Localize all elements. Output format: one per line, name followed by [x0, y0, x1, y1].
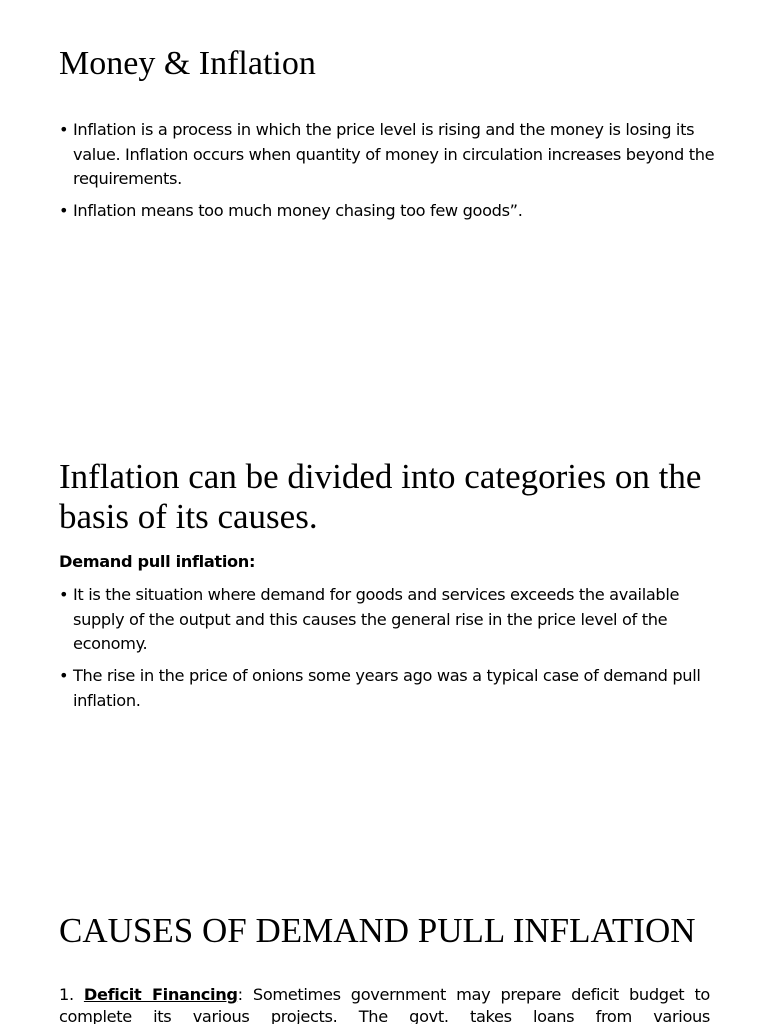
item-number: 1.: [59, 985, 74, 1004]
subheading: Demand pull inflation:: [59, 552, 256, 571]
bullet-item: [59, 583, 719, 657]
bullet-icon: •: [59, 666, 69, 685]
bullet-item: [59, 199, 719, 224]
item-term: Deficit Financing: [83, 985, 238, 1004]
bullet-list: [59, 118, 719, 231]
bullet-text: The rise in the price of onions some years ago was a typical case of demand pull inflation.: [73, 666, 701, 710]
bullet-icon: •: [59, 585, 69, 604]
numbered-paragraph: [59, 984, 710, 1024]
slide-causes-demand-pull: [0, 880, 768, 1024]
bullet-text: It is the situation where demand for goods and services exceeds the available supply of the output and this causes the general rise in the price level of the economy.: [73, 585, 680, 653]
bullet-icon: •: [59, 201, 69, 220]
bullet-icon: •: [59, 120, 69, 139]
bullet-item: [59, 118, 719, 192]
slide-title: CAUSES OF DEMAND PULL INFLATION: [59, 911, 696, 950]
slide-title: Money & Inflation: [59, 45, 316, 82]
bullet-list: [59, 583, 719, 721]
item-text: : Sometimes government may prepare deficit budget to complete its various projects. The govt. takes loans from various: [59, 985, 710, 1024]
slide-inflation-categories: [0, 440, 768, 880]
bullet-text: Inflation means too much money chasing too few goods”.: [73, 201, 523, 220]
bullet-text: Inflation is a process in which the price level is rising and the money is losing its value. Inflation occurs when quantity of money in circulation increases beyond the requirements.: [73, 120, 715, 188]
slide-title: Inflation can be divided into categories on the basis of its causes.: [59, 457, 702, 536]
bullet-item: [59, 664, 719, 713]
slide-money-inflation: [0, 0, 768, 440]
